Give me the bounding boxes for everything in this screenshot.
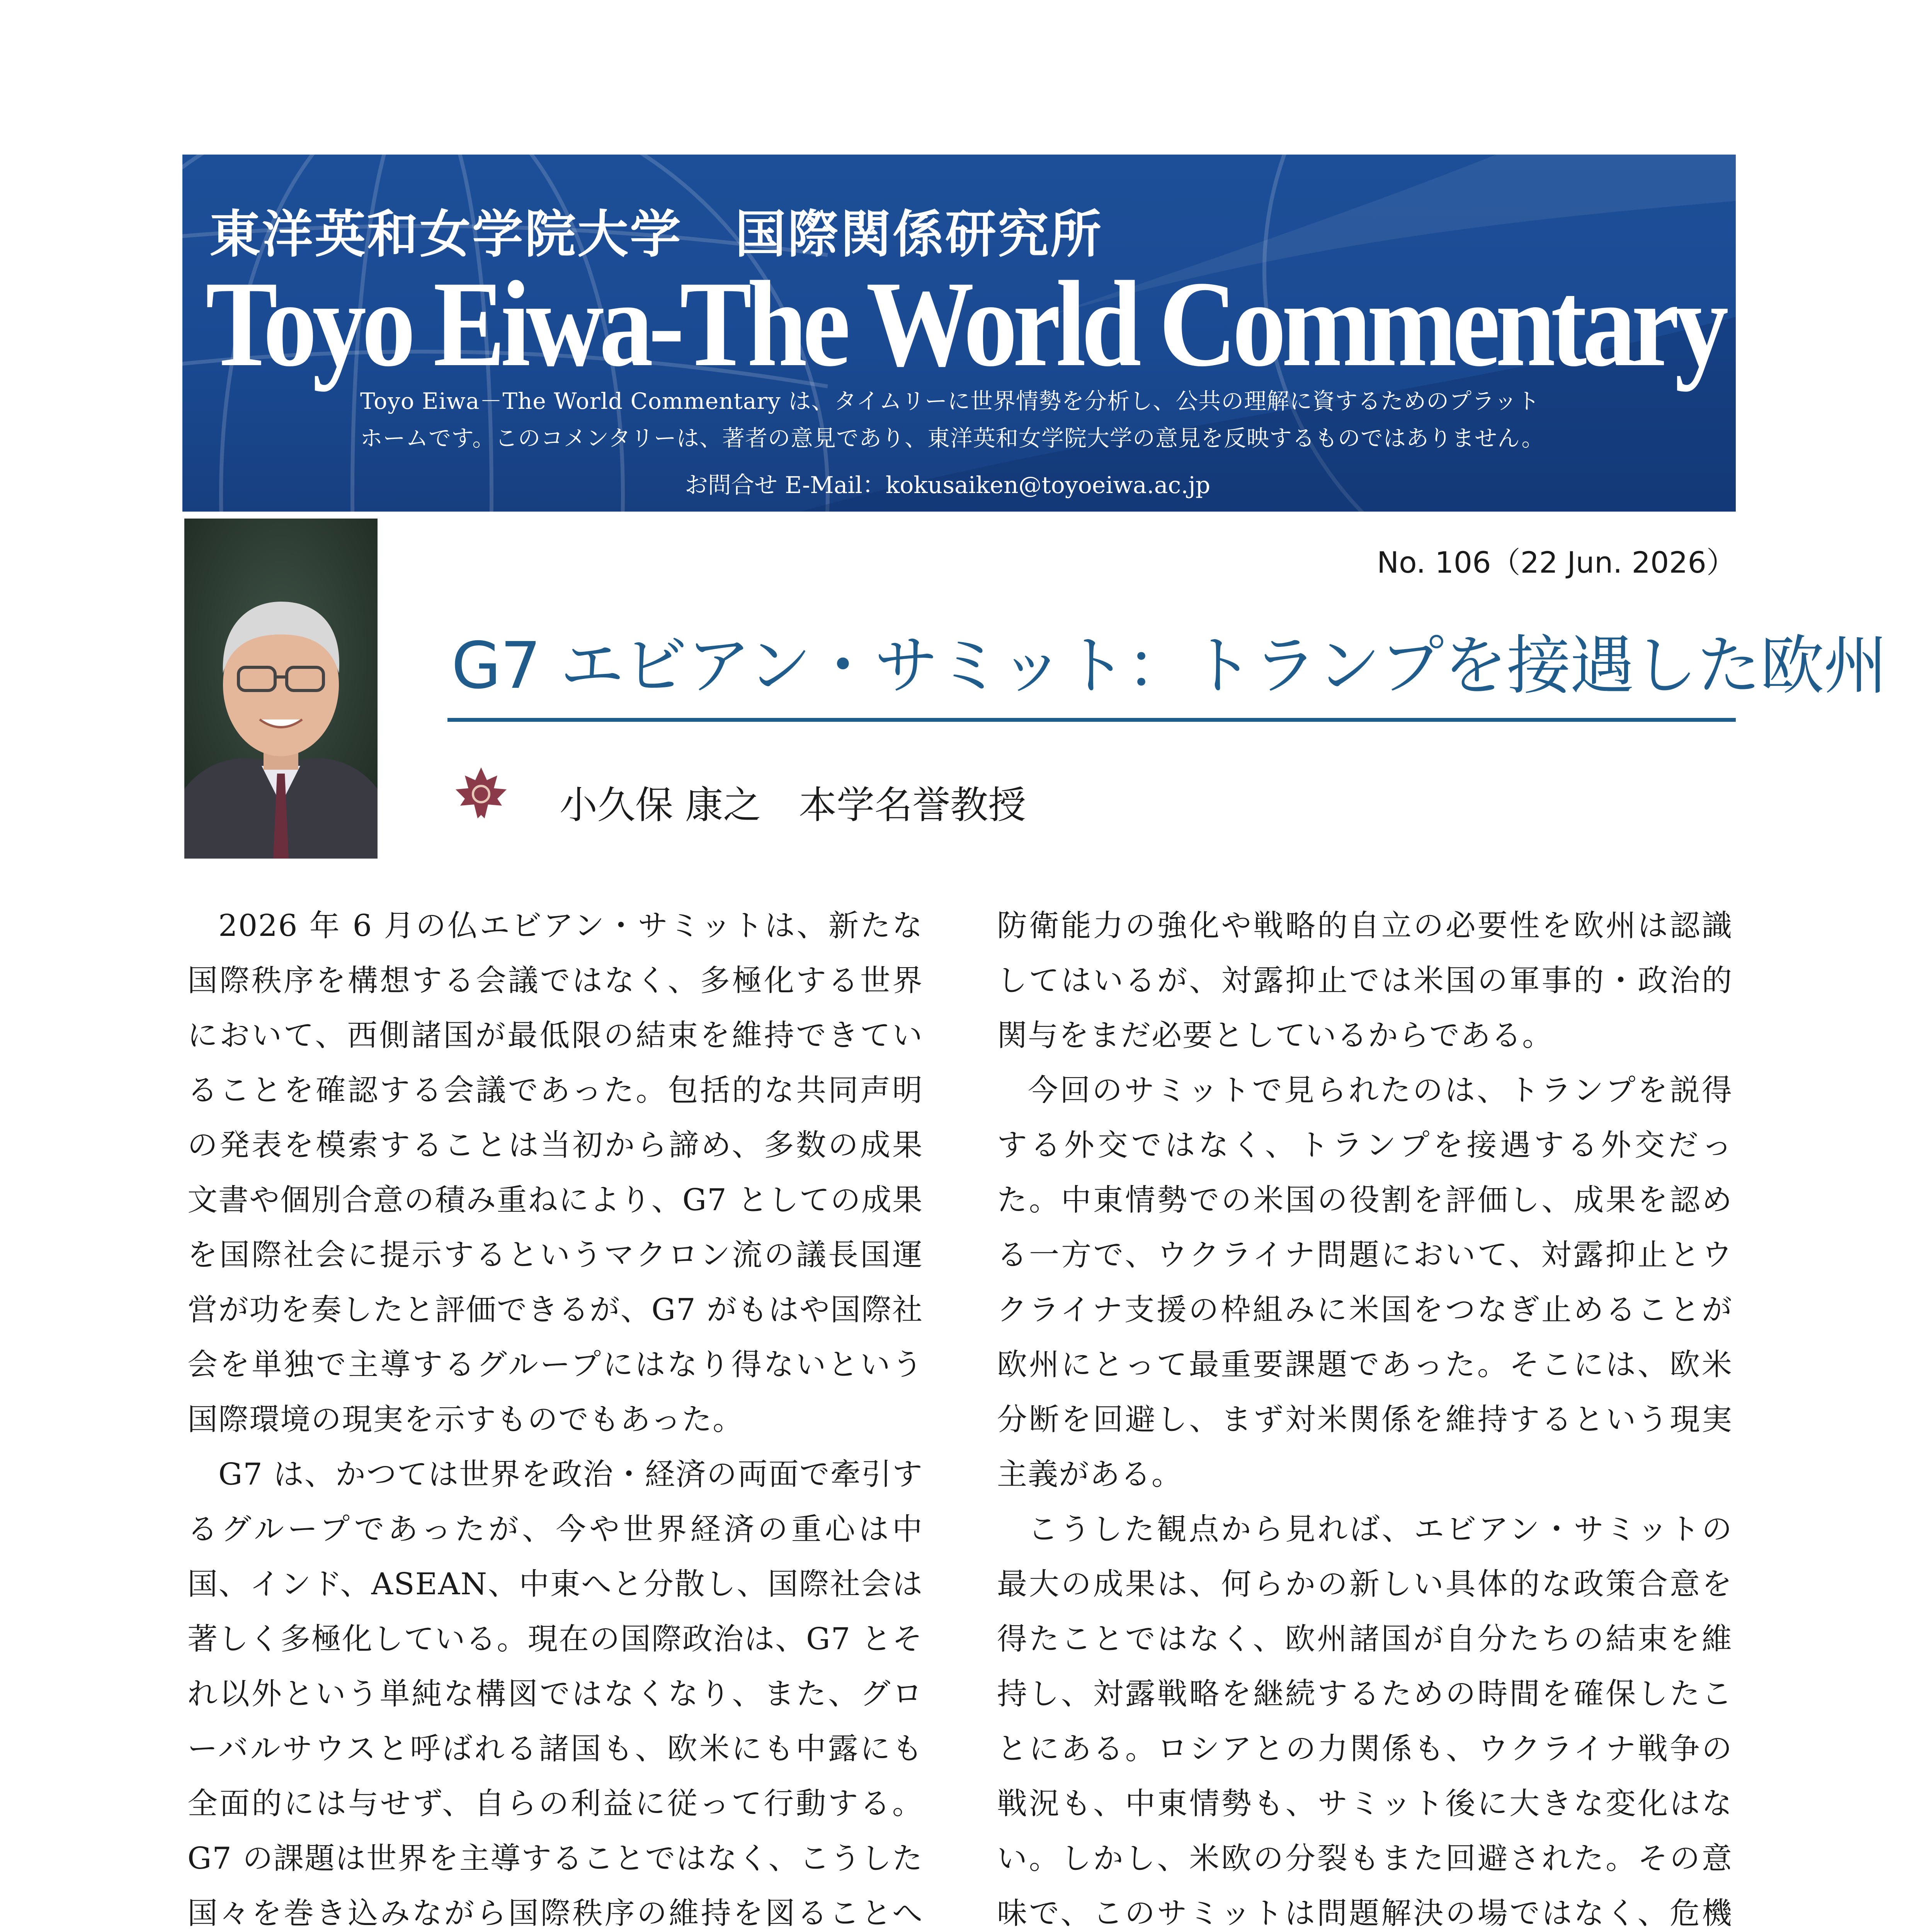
header-banner xyxy=(182,155,1736,512)
series-description xyxy=(360,383,1674,457)
paragraph: こうした観点から見れば、エビアン・サミットの最大の成果は、何らかの新しい具体的な政策合意を得たことではなく、欧州諸国が自分たちの結束を維持し、対露戦略を継続するための時間を確保したことにある。ロシアとの力関係も、ウクライナ戦争の戦況も、中東情勢も、サミット後に大きな変化はない。しかし、米欧の分裂もまた回避された。その意味で、このサミットは問題解決の場ではなく、危機 xyxy=(997,1512,1733,1931)
article-title: G7 エビアン・サミット：トランプを接遇した欧州 xyxy=(451,629,1887,703)
body-column-left xyxy=(187,898,923,1932)
maple-leaf-emblem-icon xyxy=(452,765,510,823)
author-photo xyxy=(184,519,378,859)
description-line: ホームです。このコメンタリーは、著者の意見であり、東洋英和女学院大学の意見を反映するものではありません。 xyxy=(360,425,1544,451)
paragraph: G7 は、かつては世界を政治・経済の両面で牽引するグループであったが、今や世界経済の重心は中国、インド、ASEAN、中東へと分散し、国際社会は著しく多極化している。現在の国際政治は、G7 とそれ以外という単純な構図ではなくなり、また、グローバルサウスと呼ばれる諸国も、欧米にも中露にも全面的には与せず、自らの利益に従って行動する。G7 の課題は世界を主導することではなく、こうした国々を巻き込みながら国際秩序の維持を図ることへ xyxy=(187,1457,923,1931)
description-line: Toyo Eiwa－The World Commentary は、タイムリーに世界情勢を分析し、公共の理解に資するためのプラット xyxy=(360,388,1540,414)
paragraph: 今回のサミットで見られたのは、トランプを説得する外交ではなく、トランプを接遇する外交だった。中東情勢での米国の役割を評価し、成果を認める一方で、ウクライナ問題において、対露抑止とウクライナ支援の枠組みに米国をつなぎ止めることが欧州にとって最重要課題であった。そこには、欧米分断を回避し、まず対米関係を維持するという現実主義がある。 xyxy=(997,1073,1733,1492)
title-divider xyxy=(447,718,1736,722)
contact-email: お問合せ E-Mail：kokusaiken@toyoeiwa.ac.jp xyxy=(685,472,1211,499)
institution-name: 東洋英和女学院大学 国際関係研究所 xyxy=(209,204,1103,264)
series-title: Toyo Eiwa-The World Commentary xyxy=(206,256,1724,392)
paragraph: 2026 年 6 月の仏エビアン・サミットは、新たな国際秩序を構想する会議ではなく、多極化する世界において、西側諸国が最低限の結束を維持できていることを確認する会議であった。包括的な共同声明の発表を模索することは当初から諦め、多数の成果文書や個別合意の積み重ねにより、G7 としての成果を国際社会に提示するというマクロン流の議長国運営が功を奏したと評価できるが、G7 がもはや国際社会を単独で主導するグループにはなり得ないという国際環境の現実を示すものでもあった。 xyxy=(187,908,923,1437)
author-name: 小久保 康之 本学名誉教授 xyxy=(560,783,1026,827)
body-column-right xyxy=(997,898,1733,1932)
issue-number: No. 106（22 Jun. 2026） xyxy=(1377,545,1736,580)
author-portrait xyxy=(184,519,378,859)
paragraph-continued: 防衛能力の強化や戦略的自立の必要性を欧州は認識してはいるが、対露抑止では米国の軍事的・政治的関与をまだ必要としているからである。 xyxy=(997,908,1733,1053)
